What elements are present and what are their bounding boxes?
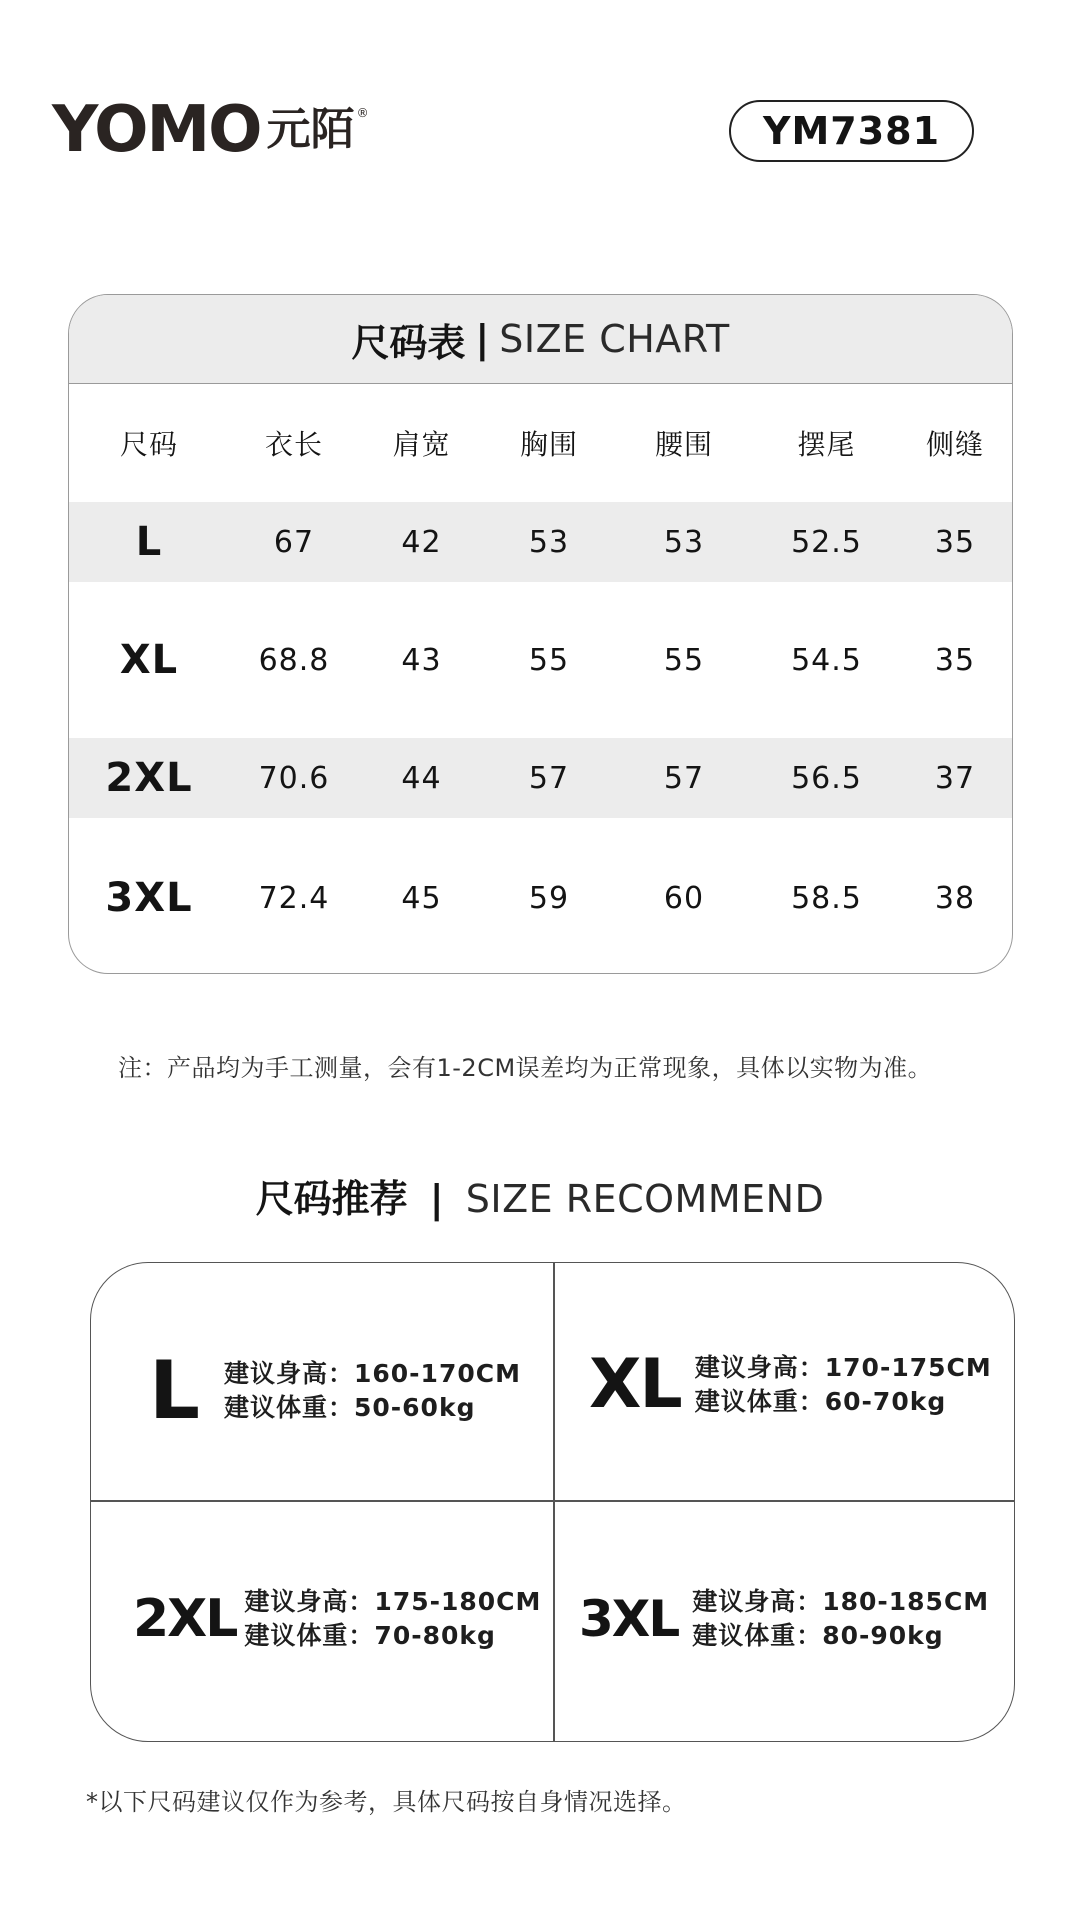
- recommend-details: [224, 1357, 521, 1425]
- recommend-weight: 建议体重：80-90kg: [692, 1621, 944, 1650]
- table-cell: 42: [401, 524, 442, 560]
- table-cell: 57: [528, 760, 570, 796]
- table-row: [69, 582, 1012, 738]
- logo-text: YOMO: [52, 93, 261, 167]
- recommend-size-label: 2XL: [133, 1589, 237, 1649]
- table-cell: 45: [401, 880, 442, 916]
- size-recommend-card: [90, 1262, 1015, 1742]
- registered-mark: ®: [356, 106, 369, 120]
- table-cell: 57: [663, 760, 705, 796]
- size-chart-title-en: SIZE CHART: [499, 317, 730, 361]
- size-cell: L: [135, 519, 163, 565]
- table-cell: 35: [934, 642, 976, 678]
- recommend-size-label: XL: [589, 1345, 681, 1424]
- logo-chinese: 元陌: [266, 104, 355, 155]
- column-header: 肩宽: [392, 428, 451, 461]
- size-recommend-title: [0, 1168, 1080, 1223]
- table-cell: 44: [401, 760, 442, 796]
- recommend-size-label: L: [149, 1344, 198, 1437]
- recommend-item-2xl: [133, 1585, 541, 1653]
- table-cell: 60: [663, 880, 705, 916]
- divider: [553, 1263, 555, 1741]
- recommend-height: 建议身高：160-170CM: [223, 1359, 521, 1388]
- table-cell: 53: [528, 524, 570, 560]
- size-cell: 3XL: [105, 875, 193, 921]
- table-cell: 55: [528, 642, 570, 678]
- brand-logo: [52, 93, 369, 167]
- table-row: [69, 738, 1012, 818]
- recommend-weight: 建议体重：60-70kg: [694, 1387, 947, 1416]
- recommend-item-xl: [589, 1345, 992, 1424]
- size-cell: 2XL: [105, 755, 193, 801]
- recommend-details: [692, 1585, 989, 1653]
- table-cell: 70.6: [258, 760, 330, 796]
- table-cell: 54.5: [791, 642, 862, 678]
- size-recommend-title-en: SIZE RECOMMEND: [465, 1177, 825, 1221]
- table-cell: 58.5: [791, 880, 862, 916]
- recommend-weight: 建议体重：70-80kg: [244, 1621, 496, 1650]
- recommend-details: [695, 1351, 992, 1419]
- recommend-item-3xl: [579, 1585, 989, 1653]
- table-cell: 55: [663, 642, 705, 678]
- table-row: [69, 818, 1012, 974]
- table-cell: 35: [934, 524, 976, 560]
- recommend-height: 建议身高：170-175CM: [694, 1353, 992, 1382]
- table-cell: 72.4: [258, 880, 330, 916]
- recommend-item-l: [149, 1344, 521, 1437]
- size-chart-card: [68, 294, 1013, 974]
- recommend-footnote: *以下尺码建议仅作为参考，具体尺码按自身情况选择。: [86, 1788, 687, 1816]
- table-cell: 56.5: [791, 760, 862, 796]
- table-row: [69, 502, 1012, 582]
- table-cell: 37: [934, 760, 976, 796]
- column-header: 腰围: [654, 428, 713, 461]
- recommend-height: 建议身高：175-180CM: [244, 1587, 542, 1616]
- size-chart-title: [69, 295, 1012, 384]
- table-cell: 59: [528, 880, 570, 916]
- column-header: 摆尾: [797, 428, 856, 461]
- table-cell: 53: [663, 524, 705, 560]
- recommend-size-label: 3XL: [579, 1590, 679, 1648]
- product-code-badge: YM7381: [729, 100, 974, 162]
- recommend-height: 建议身高：180-185CM: [692, 1587, 990, 1616]
- size-chart-title-cn: 尺码表: [351, 320, 466, 365]
- column-header: 侧缝: [925, 428, 984, 461]
- size-cell: XL: [119, 637, 179, 683]
- table-cell: 67: [273, 524, 315, 560]
- table-cell: 52.5: [791, 524, 862, 560]
- table-header-row: [69, 384, 1012, 502]
- measurement-note: 注：产品均为手工测量，会有1-2CM误差均为正常现象，具体以实物为准。: [118, 1054, 933, 1082]
- title-separator: |: [475, 317, 490, 361]
- size-recommend-title-cn: 尺码推荐: [255, 1177, 408, 1221]
- divider: [91, 1500, 1014, 1502]
- column-header: 胸围: [519, 428, 578, 461]
- table-cell: 68.8: [258, 642, 330, 678]
- recommend-details: [244, 1585, 541, 1653]
- table-cell: 38: [934, 880, 976, 916]
- column-header: 衣长: [264, 428, 323, 461]
- recommend-weight: 建议体重：50-60kg: [223, 1393, 476, 1422]
- title-separator: |: [429, 1177, 444, 1221]
- table-cell: 43: [401, 642, 442, 678]
- column-header: 尺码: [119, 428, 178, 461]
